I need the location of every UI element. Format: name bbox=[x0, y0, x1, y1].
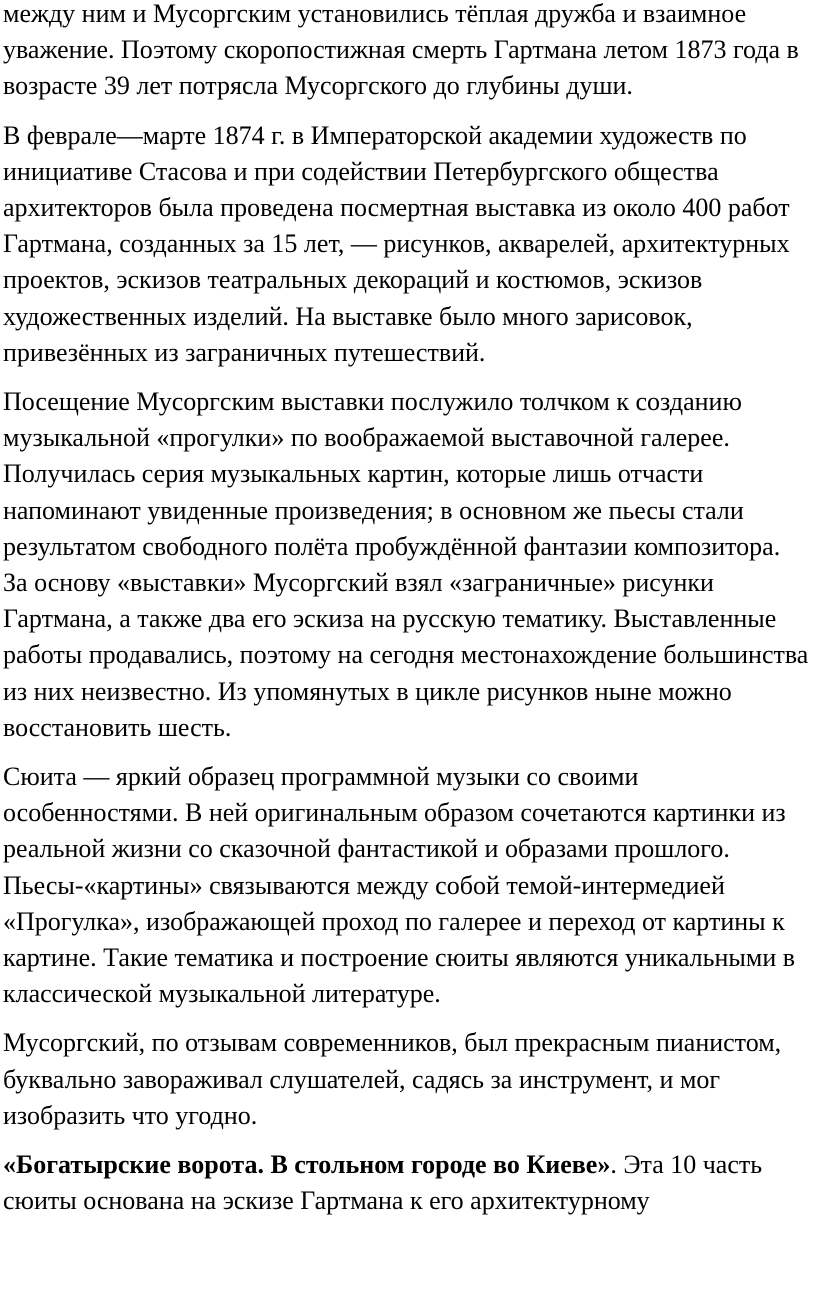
paragraph-hartmann-friendship: между ним и Мусоргским установились тёплая дружба и взаимное уважение. Поэтому скоропостижная смерть Гартмана летом 1873 года в возрасте 39 лет потрясла Мусоргского до глубины души. bbox=[3, 0, 799, 101]
paragraph-musical-promenade: Посещение Мусоргским выставки послужило толчком к созданию музыкальной «прогулки» по воображаемой выставочной галерее. Получилась серия музыкальных картин, которые лишь отчасти напоминают увиденные произведения; в основном же пьесы стали результатом свободного полёта пробуждённой фантазии композитора. За основу «выставки» Мусоргский взял «заграничные» рисунки Гартмана, а также два его эскиза на русскую тематику. Выставленные работы продавались, поэтому на сегодня местонахождение большинства из них неизвестно. Из упомянутых в цикле рисунков ныне можно восстановить шесть. bbox=[3, 387, 809, 742]
paragraph-program-music: Сюита — яркий образец программной музыки со своими особенностями. В ней оригинальным образом сочетаются картинки из реальной жизни со сказочной фантастикой и образами прошлого. Пьесы-«картины» связываются между собой темой-интермедией «Прогулка», изображающей проход по галерее и переход от картины к картине. Такие тематика и построение сюиты являются уникальными в классической музыкальной литературе. bbox=[3, 762, 796, 1009]
paragraph-posthumous-exhibition: В феврале—марте 1874 г. в Императорской академии художеств по инициативе Стасова и при содействии Петербургского общества архитекторов была проведена посмертная выставка из около 400 работ Гартмана, созданных за 15 лет, — рисунков, акварелей, архитектурных проектов, эскизов театральных декораций и костюмов, эскизов художественных изделий. На выставке было много зарисовок, привезённых из заграничных путешествий. bbox=[3, 120, 790, 367]
paragraph-bogatyr-gates bbox=[3, 1147, 810, 1219]
bogatyr-gates-text: . Эта 10 часть сюиты основана на эскизе Гартмана к его архитектурному bbox=[3, 1150, 763, 1216]
bogatyr-gates-title: «Богатырские ворота. В стольном городе во Киеве» bbox=[3, 1150, 611, 1180]
paragraph-pianist: Мусоргский, по отзывам современников, был прекрасным пианистом, буквально завораживал слушателей, садясь за инструмент, и мог изобразить что угодно. bbox=[3, 1028, 782, 1130]
